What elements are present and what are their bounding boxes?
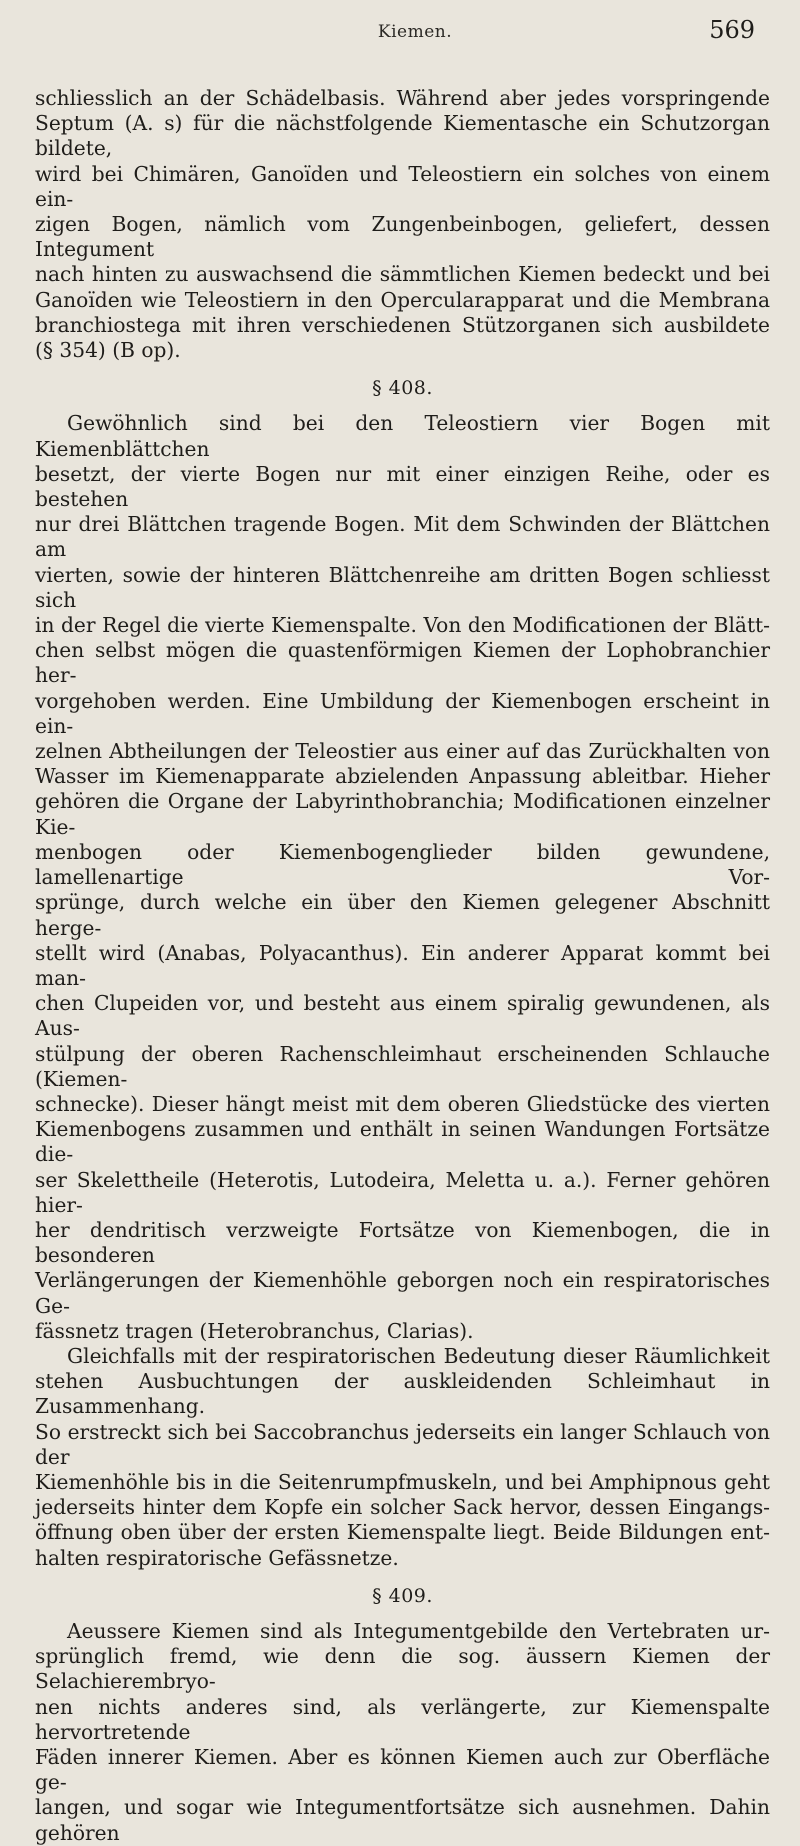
text-line: Verlängerungen der Kiemenhöhle geborgen noch ein respiratorisches Ge-: [35, 1268, 770, 1318]
text-line: jederseits hinter dem Kopfe ein solcher Sack hervor, dessen Eingangs-: [35, 1495, 770, 1520]
text-line: Kiemenbogens zusammen und enthält in seinen Wandungen Fortsätze die-: [35, 1117, 770, 1167]
section-heading-409: § 409.: [372, 1584, 433, 1607]
text-line: sprünge, durch welche ein über den Kiemen gelegener Abschnitt herge-: [35, 890, 770, 940]
text-line: gehören die Organe der Labyrinthobranchia; Modificationen einzelner Kie-: [35, 789, 770, 839]
text-line: wird bei Chimären, Ganoïden und Teleostiern ein solches von einem ein-: [35, 161, 770, 211]
text-line: schnecke). Dieser hängt meist mit dem oberen Gliedstücke des vierten: [35, 1091, 770, 1116]
text-line: Ganoïden wie Teleostiern in den Opercularapparat und die Membrana: [35, 287, 770, 312]
text-line: Gleichfalls mit der respiratorischen Bedeutung dieser Räumlichkeit: [67, 1343, 770, 1368]
text-line: stellt wird (Anabas, Polyacanthus). Ein anderer Apparat kommt bei man-: [35, 940, 770, 990]
text-line: her dendritisch verzweigte Fortsätze von Kiemenbogen, die in besonderen: [35, 1217, 770, 1268]
text-line: nen nichts anderes sind, als verlängerte, zur Kiemenspalte hervortretende: [35, 1694, 770, 1744]
running-header: [0, 12, 800, 52]
text-line: (§ 354) (B op).: [35, 338, 181, 363]
text-line: vierten, sowie der hinteren Blättchenreihe am dritten Bogen schliesst sich: [35, 562, 770, 612]
text-line: chen selbst mögen die quastenförmigen Kiemen der Lophobranchier her-: [35, 638, 770, 688]
text-line: schliesslich an der Schädelbasis. Während aber jedes vorspringende: [35, 86, 770, 110]
text-line: Septum (A. s) für die nächstfolgende Kiementasche ein Schutzorgan bildete,: [35, 111, 770, 161]
text-line: fässnetz tragen (Heterobranchus, Clarias).: [35, 1318, 474, 1343]
text-line: halten respiratorische Gefässnetze.: [35, 1545, 399, 1570]
text-line: vorgehoben werden. Eine Umbildung der Kiemenbogen erscheint in ein-: [35, 688, 770, 738]
text-line: Wasser im Kiemenapparate abzielenden Anpassung ableitbar. Hieher: [35, 764, 770, 789]
page-number: 569: [709, 16, 755, 44]
text-line: So erstreckt sich bei Saccobranchus jederseits ein langer Schlauch von der: [35, 1419, 770, 1469]
section-heading-408: § 408.: [372, 377, 433, 400]
text-line: branchiostega mit ihren verschiedenen Stützorganen sich ausbildete: [35, 312, 770, 337]
text-line: sprünglich fremd, wie denn die sog. äussern Kiemen der Selachierembryo-: [35, 1644, 770, 1694]
text-line: nach hinten zu auswachsend die sämmtlichen Kiemen bedeckt und bei: [35, 262, 770, 287]
text-line: stehen Ausbuchtungen der auskleidenden Schleimhaut in Zusammenhang.: [35, 1369, 770, 1419]
text-line: Gewöhnlich sind bei den Teleostiern vier Bogen mit Kiemenblättchen: [35, 411, 770, 461]
text-line: ser Skelettheile (Heterotis, Lutodeira, Meletta u. a.). Ferner gehören hier-: [35, 1167, 770, 1217]
body-text: [35, 86, 770, 1846]
text-line: zelnen Abtheilungen der Teleostier aus einer auf das Zurückhalten von: [35, 739, 770, 764]
text-line: Kiemenhöhle bis in die Seitenrumpfmuskeln, und bei Amphipnous geht: [35, 1469, 770, 1494]
text-line: Fäden innerer Kiemen. Aber es können Kiemen auch zur Oberfläche ge-: [35, 1745, 770, 1795]
text-line: zigen Bogen, nämlich vom Zungenbeinbogen, geliefert, dessen Integument: [35, 212, 770, 262]
text-line: öffnung oben über der ersten Kiemenspalte liegt. Beide Bildungen ent-: [35, 1520, 770, 1545]
text-line: menbogen oder Kiemenbogenglieder bilden gewundene, lamellenartige Vor-: [35, 839, 770, 890]
text-line: besetzt, der vierte Bogen nur mit einer einzigen Reihe, oder es bestehen: [35, 461, 770, 512]
text-line: Aeussere Kiemen sind als Integumentgebilde den Vertebraten ur-: [67, 1618, 770, 1643]
text-line: stülpung der oberen Rachenschleimhaut erscheinenden Schlauche (Kiemen-: [35, 1041, 770, 1091]
running-title: Kiemen.: [377, 22, 453, 42]
text-line: langen, und sogar wie Integumentfortsätze sich ausnehmen. Dahin gehören: [35, 1795, 770, 1845]
text-line: in der Regel die vierte Kiemenspalte. Von den Modificationen der Blätt-: [35, 613, 770, 638]
text-line: nur drei Blättchen tragende Bogen. Mit dem Schwinden der Blättchen am: [35, 512, 770, 562]
text-line: chen Clupeiden vor, und besteht aus einem spiralig gewundenen, als Aus-: [35, 991, 770, 1041]
